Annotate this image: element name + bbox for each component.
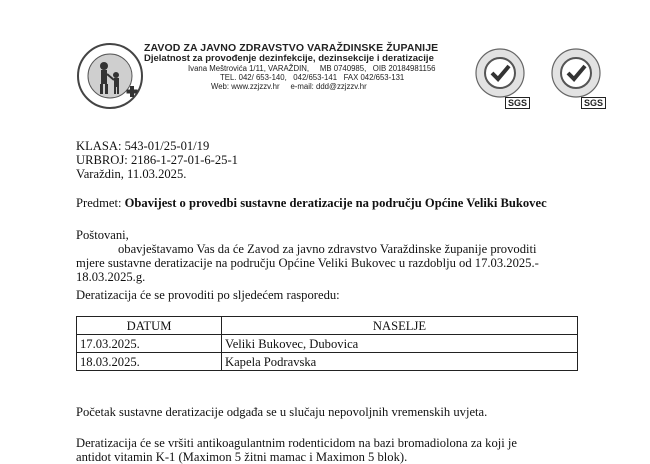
certification-badge-icon bbox=[470, 47, 530, 99]
address: Ivana Meštrovića 1/11, VARAŽDIN, bbox=[188, 63, 310, 73]
schedule-table bbox=[76, 316, 578, 371]
subject-line bbox=[76, 196, 547, 210]
column-header-settlement: NASELJE bbox=[222, 317, 578, 335]
letterhead bbox=[76, 30, 650, 110]
table-row bbox=[77, 335, 578, 353]
klasa: KLASA: 543-01/25-01/19 bbox=[76, 139, 210, 153]
fax: FAX 042/653-131 bbox=[343, 72, 405, 82]
institute-logo-icon bbox=[76, 42, 144, 110]
subject-label: Predmet: bbox=[76, 196, 122, 210]
department-name: Djelatnost za provođenje dezinfekcije, dezinsekcije i deratizacije bbox=[144, 53, 434, 65]
iso-9001-certificate bbox=[470, 47, 530, 109]
iso-14001-certificate bbox=[546, 47, 606, 109]
paragraph-1-line-1: obavještavamo Vas da će Zavod za javno zdravstvo Varaždinske županije provoditi bbox=[118, 242, 537, 256]
phone: TEL. 042/ 653-140, bbox=[220, 72, 287, 82]
column-header-date: DATUM bbox=[77, 317, 222, 335]
oib-number: OIB 20184981156 bbox=[372, 63, 436, 73]
email: e-mail: ddd@zzjzzv.hr bbox=[290, 81, 367, 91]
schedule-intro: Deratizacija će se provoditi po sljedećem rasporedu: bbox=[76, 288, 340, 302]
cell-date: 18.03.2025. bbox=[77, 353, 222, 371]
cell-settlement: Kapela Podravska bbox=[222, 353, 578, 371]
certification-badge-icon bbox=[546, 47, 606, 99]
sgs-mark: SGS bbox=[581, 97, 606, 109]
phone-2: 042/653-141 bbox=[293, 72, 338, 82]
subject-text: Obavijest o provedbi sustavne deratizacije na području Općine Veliki Bukovec bbox=[124, 196, 547, 210]
greeting: Poštovani, bbox=[76, 228, 129, 242]
paragraph-3-line-2: antidot vitamin K-1 (Maximon 5 žitni mamac i Maximon 5 blok). bbox=[76, 450, 408, 464]
table-header-row bbox=[77, 317, 578, 335]
cell-settlement: Veliki Bukovec, Dubovica bbox=[222, 335, 578, 353]
paragraph-1-line-2: mjere sustavne deratizacije na području Općine Veliki Bukovec u razdoblju od 17.03.2025.- bbox=[76, 256, 539, 270]
table-row bbox=[77, 353, 578, 371]
weather-note: Početak sustavne deratizacije odgađa se u slučaju nepovoljnih vremenskih uvjeta. bbox=[76, 405, 488, 419]
mb-number: MB 0740985, bbox=[319, 63, 367, 73]
place-date: Varaždin, 11.03.2025. bbox=[76, 167, 187, 181]
website: Web: www.zzjzzv.hr bbox=[211, 81, 280, 91]
urbroj: URBROJ: 2186-1-27-01-6-25-1 bbox=[76, 153, 238, 167]
paragraph-1-line-3: 18.03.2025.g. bbox=[76, 270, 146, 284]
cell-date: 17.03.2025. bbox=[77, 335, 222, 353]
sgs-mark: SGS bbox=[505, 97, 530, 109]
paragraph-3-line-1: Deratizacija će se vršiti antikoagulantnim rodenticidom na bazi bromadiolona za koji je bbox=[76, 436, 517, 450]
institute-name: ZAVOD ZA JAVNO ZDRAVSTVO VARAŽDINSKE ŽUPANIJE bbox=[144, 42, 439, 54]
